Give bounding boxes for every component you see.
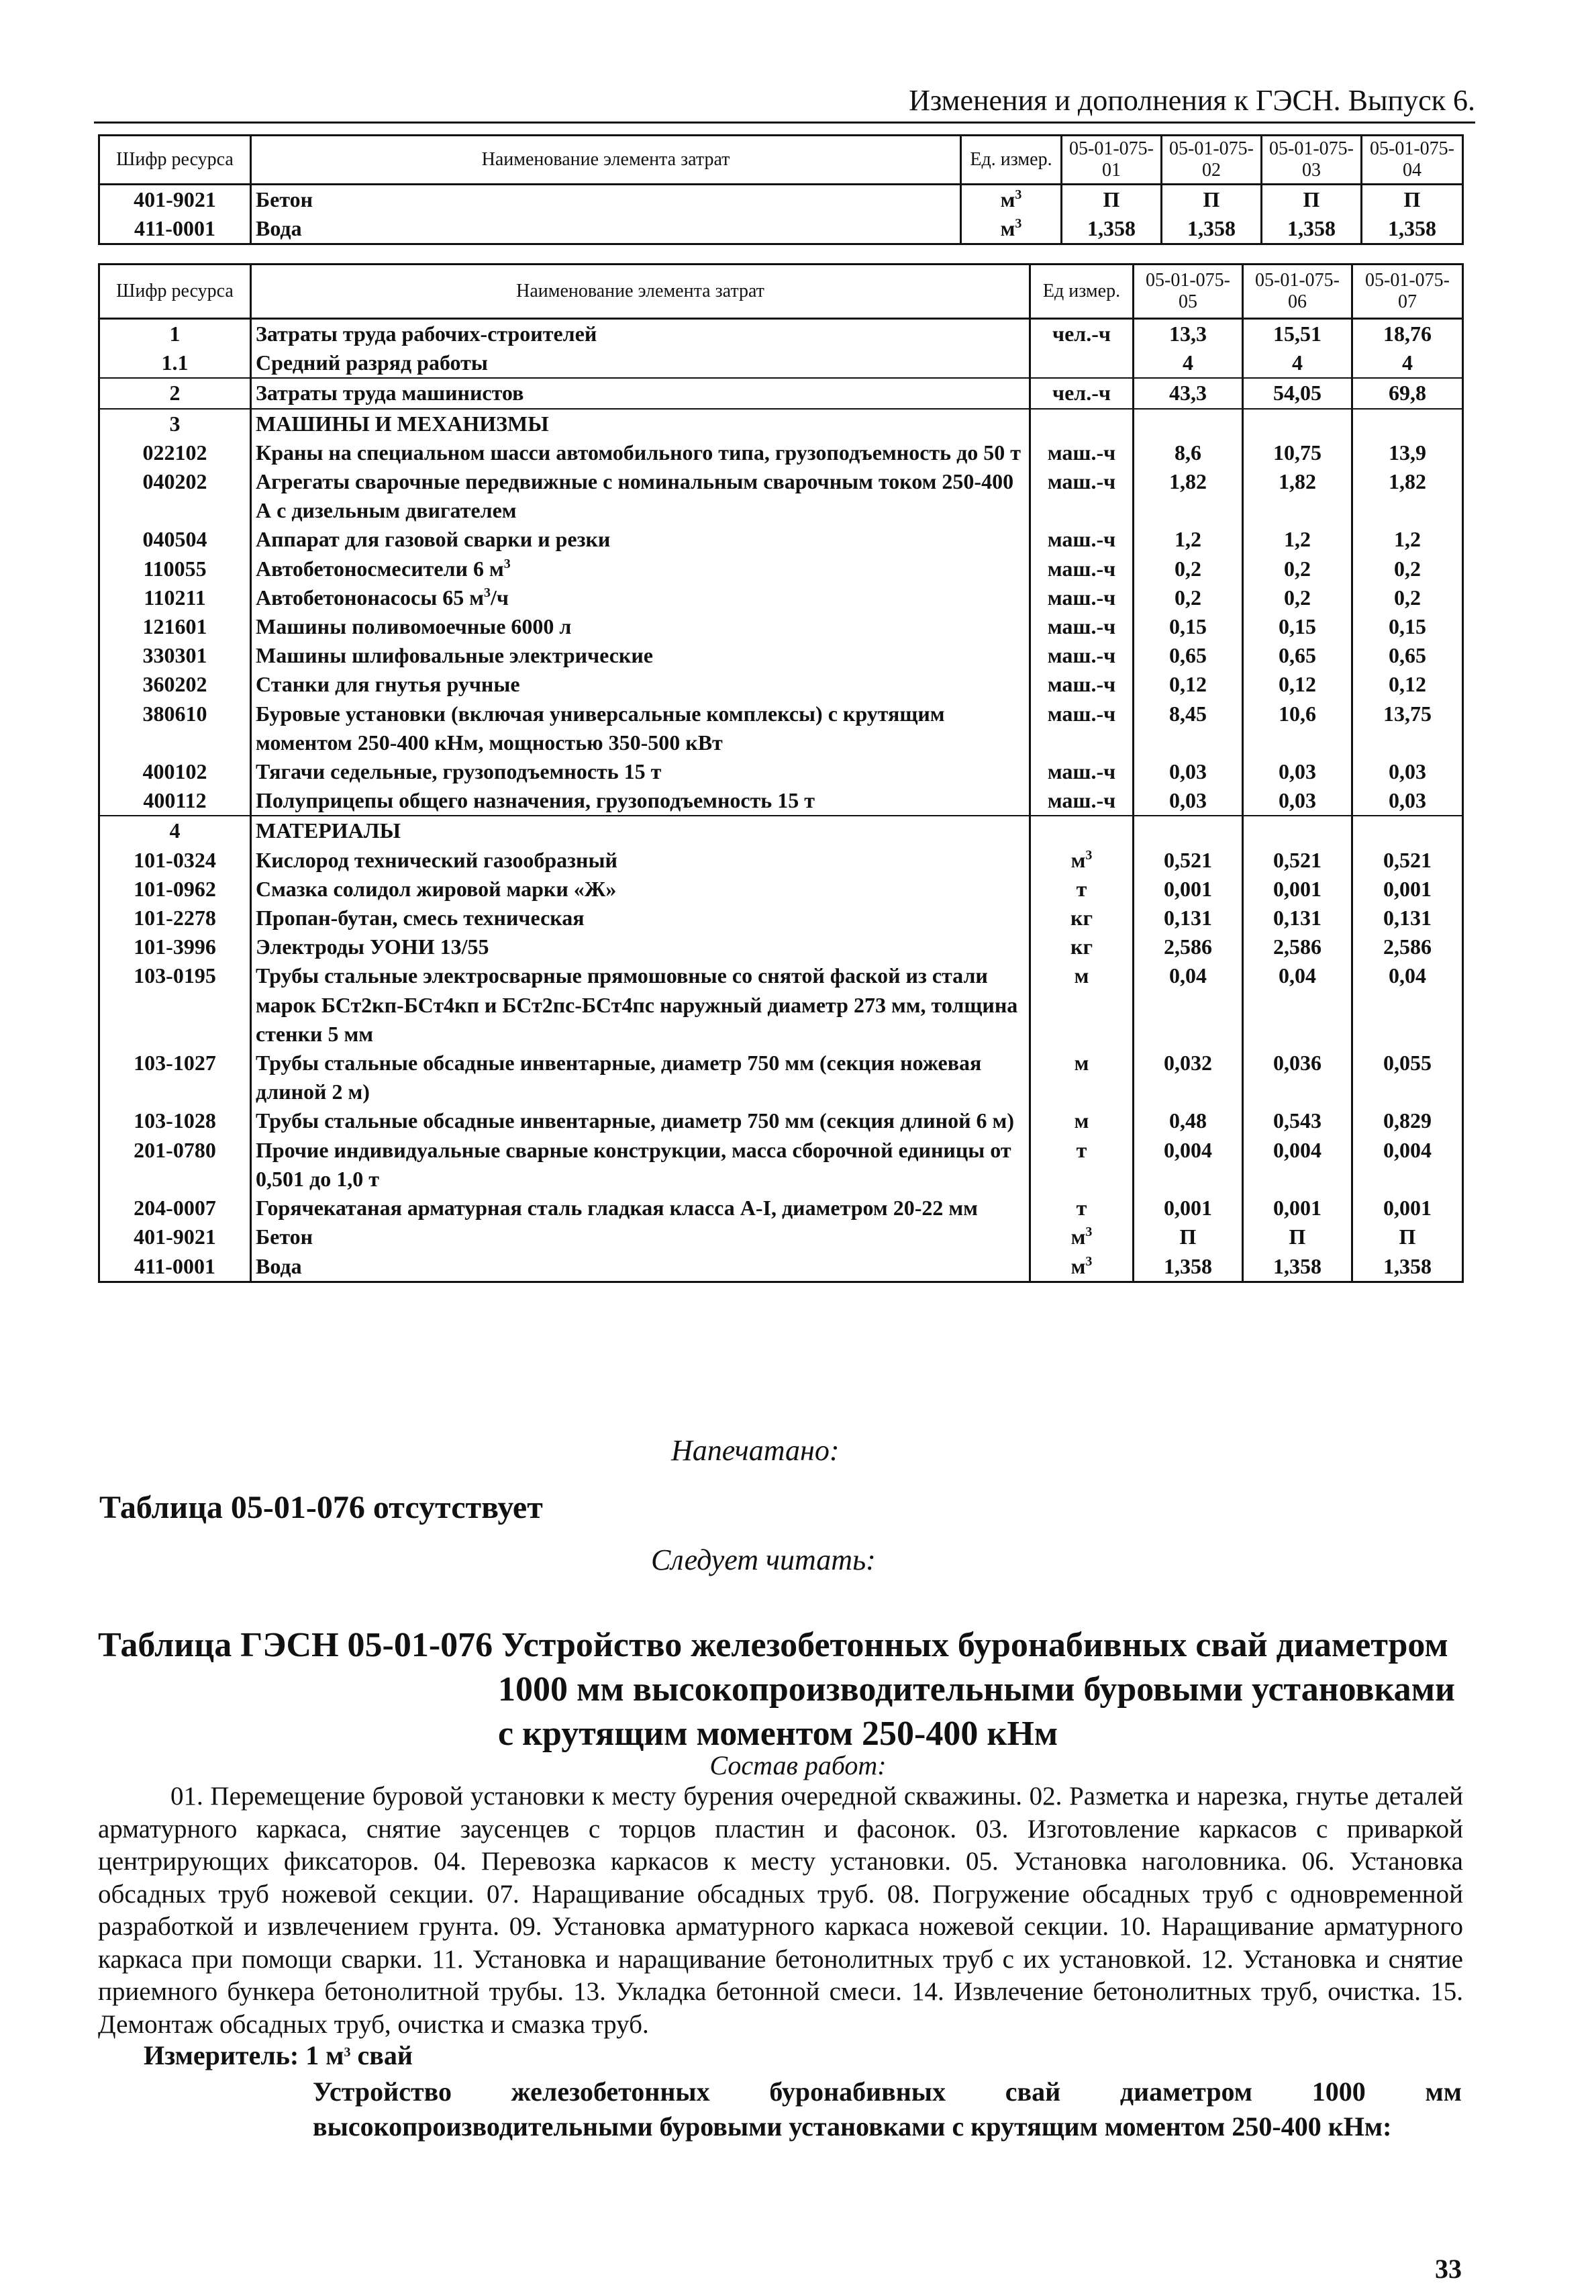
resource-unit: [1030, 409, 1134, 438]
table-row: [99, 846, 1463, 875]
table-row: [99, 467, 1463, 525]
norm-value: 0,004: [1134, 1136, 1243, 1194]
col-header-norm: 05-01-075-01: [1062, 136, 1162, 185]
norm-value: 8,6: [1134, 438, 1243, 467]
norm-value: 1,358: [1243, 1252, 1352, 1282]
resource-name: Трубы стальные обсадные инвентарные, диаметр 750 мм (секция длиной 6 м): [251, 1106, 1030, 1135]
resource-code: 022102: [99, 438, 251, 467]
norm-value: 10,6: [1243, 700, 1352, 757]
norm-value: П: [1352, 1223, 1463, 1251]
norm-value: 0,131: [1352, 904, 1463, 932]
norm-value: 1,2: [1243, 525, 1352, 554]
norm-value: 0,001: [1134, 1194, 1243, 1223]
table-row: [99, 1194, 1463, 1223]
table-row: [99, 816, 1463, 845]
norm-value: 0,004: [1243, 1136, 1352, 1194]
resource-code: 040504: [99, 525, 251, 554]
resource-code: 101-2278: [99, 904, 251, 932]
norm-value: 2,586: [1134, 932, 1243, 961]
col-header-norm: 05-01-075-04: [1362, 136, 1463, 185]
resource-name: Затраты труда машинистов: [251, 378, 1030, 408]
resource-code: 360202: [99, 670, 251, 699]
resource-unit: маш.-ч: [1030, 555, 1134, 583]
resource-unit: чел.-ч: [1030, 378, 1134, 408]
norm-value: 0,521: [1243, 846, 1352, 875]
resource-unit: м: [1030, 1106, 1134, 1135]
resource-name: Пропан-бутан, смесь техническая: [251, 904, 1030, 932]
norm-value: 0,2: [1352, 583, 1463, 612]
resource-name: Горячекатаная арматурная сталь гладкая класса А-I, диаметром 20-22 мм: [251, 1194, 1030, 1223]
table-row: [99, 1049, 1463, 1106]
resource-code: 204-0007: [99, 1194, 251, 1223]
norm-value: 0,04: [1352, 961, 1463, 1049]
resource-code: 201-0780: [99, 1136, 251, 1194]
norm-value: 0,521: [1352, 846, 1463, 875]
resource-name: Трубы стальные электросварные прямошовные со снятой фаской из стали марок БСт2кп-БСт4кп и БСт2пс-БСт4пс наружный диаметр 273 мм, толщина стенки 5 мм: [251, 961, 1030, 1049]
resource-code: 411-0001: [99, 214, 251, 244]
norm-value: 0,001: [1352, 875, 1463, 904]
norm-value: 0,12: [1134, 670, 1243, 699]
norm-value: 0,032: [1134, 1049, 1243, 1106]
table-title-rest: 1000 мм высокопроизводительными буровыми установками с крутящим моментом 250-400 кНм: [498, 1670, 1456, 1753]
norm-value: 0,04: [1243, 961, 1352, 1049]
table-row: [99, 348, 1463, 378]
norm-value: 1,358: [1352, 1252, 1463, 1282]
resource-unit: $м^3$: [1030, 1223, 1134, 1251]
table-row: [99, 378, 1463, 408]
norm-value: 0,65: [1352, 641, 1463, 670]
works-description: 01. Перемещение буровой установки к месту бурения очередной скважины. 02. Разметка и нарезка, гнутье деталей арматурного каркаса, снятие заусенцев с торцов пластин и фасонок. 03. Изготовление каркасов с приваркой центрирующих фиксаторов. 04. Перевозка каркасов к месту установки. 05. Установка наголовника. 06. Установка обсадных труб ножевой секции. 07. Наращивание обсадных труб. 08. Погружение обсадных труб с одновременной разработкой и извлечением грунта. 09. Установка арматурного каркаса ножевой секции. 10. Наращивание арматурного каркаса при помощи сварки. 11. Установка и наращивание бетонолитных труб с их установкой. 12. Установка и снятие приемного бункера бетонолитной трубы. 13. Укладка бетонной смеси. 14. Извлечение бетонолитных труб, очистка. 15. Демонтаж обсадных труб, очистка и смазка труб.: [98, 1782, 1463, 2039]
resource-name: Вода: [251, 214, 961, 244]
resource-name: Вода: [251, 1252, 1030, 1282]
norm-value: П: [1162, 185, 1262, 215]
resource-name: Автобетононасосы 65 $м^3/ч$: [251, 583, 1030, 612]
col-header-unit: Ед. измер.: [961, 136, 1062, 185]
resource-code: 411-0001: [99, 1252, 251, 1282]
resource-unit: т: [1030, 1136, 1134, 1194]
table-row: [99, 185, 1463, 215]
norm-value: 0,15: [1243, 612, 1352, 641]
norm-value: 0,03: [1134, 786, 1243, 816]
norm-value: 0,03: [1134, 757, 1243, 786]
table-header-row: [99, 136, 1463, 185]
norm-value: 0,001: [1243, 1194, 1352, 1223]
resource-code: 101-0324: [99, 846, 251, 875]
table-row: [99, 1136, 1463, 1194]
norm-value: 54,05: [1243, 378, 1352, 408]
resource-code: 040202: [99, 467, 251, 525]
resource-code: 2: [99, 378, 251, 408]
col-header-code: Шифр ресурса: [99, 265, 251, 319]
table-row: [99, 1106, 1463, 1135]
norm-value: 8,45: [1134, 700, 1243, 757]
norm-value: 4: [1352, 348, 1463, 378]
resource-code: 103-0195: [99, 961, 251, 1049]
norm-value: 1,82: [1352, 467, 1463, 525]
norm-value: [1243, 409, 1352, 438]
table-row: [99, 319, 1463, 349]
table-row: [99, 670, 1463, 699]
norm-value: 13,9: [1352, 438, 1463, 467]
norm-value: 0,65: [1243, 641, 1352, 670]
resource-unit: т: [1030, 1194, 1134, 1223]
norm-value: 0,03: [1352, 757, 1463, 786]
norm-value: 0,12: [1352, 670, 1463, 699]
resource-unit: маш.-ч: [1030, 786, 1134, 816]
table-row: [99, 555, 1463, 583]
resource-unit: $м^3$: [961, 185, 1062, 215]
norm-value: 4: [1243, 348, 1352, 378]
norm-value: [1352, 409, 1463, 438]
norm-value: 0,2: [1243, 583, 1352, 612]
should-read-label: Следует читать:: [651, 1543, 876, 1576]
resource-name: МАТЕРИАЛЫ: [251, 816, 1030, 845]
norm-value: П: [1062, 185, 1162, 215]
resource-code: 400112: [99, 786, 251, 816]
resource-unit: [1030, 816, 1134, 845]
norm-value: 43,3: [1134, 378, 1243, 408]
col-header-norm: 05-01-075-06: [1243, 265, 1352, 319]
norm-value: 0,004: [1352, 1136, 1463, 1194]
resource-name: Смазка солидол жировой марки «Ж»: [251, 875, 1030, 904]
resource-name: Бетон: [251, 185, 961, 215]
resource-unit: $м^3$: [1030, 1252, 1134, 1282]
table-row: [99, 641, 1463, 670]
table-row: [99, 786, 1463, 816]
norm-value: 1,358: [1134, 1252, 1243, 1282]
norm-value: 0,036: [1243, 1049, 1352, 1106]
resource-code: 103-1027: [99, 1049, 251, 1106]
resource-code: 4: [99, 816, 251, 845]
printed-label: Напечатано:: [671, 1434, 840, 1467]
table-absent-note: Таблица 05-01-076 отсутствует: [99, 1490, 543, 1525]
norm-value: 0,03: [1243, 786, 1352, 816]
norm-value: 0,15: [1352, 612, 1463, 641]
norm-value: 0,001: [1134, 875, 1243, 904]
running-header: Изменения и дополнения к ГЭСН. Выпуск 6.: [94, 83, 1475, 124]
norm-value: 0,131: [1243, 904, 1352, 932]
resource-unit: маш.-ч: [1030, 757, 1134, 786]
norm-value: 0,521: [1134, 846, 1243, 875]
resource-unit: чел.-ч: [1030, 319, 1134, 349]
resource-code: 110211: [99, 583, 251, 612]
resource-table-075-01-04: [98, 134, 1464, 245]
resource-unit: $м^3$: [1030, 846, 1134, 875]
table-row: [99, 1252, 1463, 1282]
resource-unit: т: [1030, 875, 1134, 904]
norm-value: 0,001: [1243, 875, 1352, 904]
resource-name: Бетон: [251, 1223, 1030, 1251]
resource-unit: маш.-ч: [1030, 525, 1134, 554]
norm-value: 1,358: [1362, 214, 1463, 244]
col-header-norm: 05-01-075-07: [1352, 265, 1463, 319]
resource-code: 121601: [99, 612, 251, 641]
resource-name: Автобетоносмесители 6 $м^3$: [251, 555, 1030, 583]
norm-value: 13,75: [1352, 700, 1463, 757]
norm-value: 0,2: [1134, 555, 1243, 583]
col-header-name: Наименование элемента затрат: [251, 136, 961, 185]
resource-unit: маш.-ч: [1030, 670, 1134, 699]
norm-value: 1,2: [1352, 525, 1463, 554]
norm-value: 0,2: [1134, 583, 1243, 612]
table-row: [99, 961, 1463, 1049]
resource-code: 400102: [99, 757, 251, 786]
table-row: [99, 214, 1463, 244]
resource-name: Затраты труда рабочих-строителей: [251, 319, 1030, 349]
measure-value: 1 $м^3$ свай: [305, 2040, 413, 2070]
resource-code: 1: [99, 319, 251, 349]
table-row: [99, 700, 1463, 757]
norm-value: 0,2: [1352, 555, 1463, 583]
table-row: [99, 757, 1463, 786]
resource-name: Машины поливомоечные 6000 л: [251, 612, 1030, 641]
table-row: [99, 525, 1463, 554]
col-header-norm: 05-01-075-03: [1262, 136, 1362, 185]
norm-value: П: [1262, 185, 1362, 215]
resource-unit: $м^3$: [961, 214, 1062, 244]
resource-unit: маш.-ч: [1030, 583, 1134, 612]
resource-code: 330301: [99, 641, 251, 670]
norm-value: 1,2: [1134, 525, 1243, 554]
resource-code: 401-9021: [99, 185, 251, 215]
resource-unit: кг: [1030, 904, 1134, 932]
norm-value: [1352, 816, 1463, 845]
resource-unit: маш.-ч: [1030, 641, 1134, 670]
table-title: [98, 1623, 1463, 1756]
resource-name: Тягачи седельные, грузоподъемность 15 т: [251, 757, 1030, 786]
norm-value: П: [1134, 1223, 1243, 1251]
norm-value: 0,15: [1134, 612, 1243, 641]
col-header-norm: 05-01-075-02: [1162, 136, 1262, 185]
table-row: [99, 875, 1463, 904]
resource-code: 101-3996: [99, 932, 251, 961]
resource-name: Кислород технический газообразный: [251, 846, 1030, 875]
table-row: [99, 612, 1463, 641]
norm-value: 10,75: [1243, 438, 1352, 467]
col-header-norm: 05-01-075-05: [1134, 265, 1243, 319]
resource-name: Агрегаты сварочные передвижные с номинальным сварочным током 250-400 А с дизельным двигателем: [251, 467, 1030, 525]
table-row: [99, 932, 1463, 961]
table-row: [99, 409, 1463, 438]
resource-name: Аппарат для газовой сварки и резки: [251, 525, 1030, 554]
norm-value: 1,358: [1062, 214, 1162, 244]
norm-value: 69,8: [1352, 378, 1463, 408]
resource-code: 103-1028: [99, 1106, 251, 1135]
table-title-line1: Таблица ГЭСН 05-01-076 Устройство железобетонных буронабивных свай диаметром: [98, 1626, 1448, 1664]
norm-value: П: [1243, 1223, 1352, 1251]
norm-value: 0,131: [1134, 904, 1243, 932]
norm-value: 0,2: [1243, 555, 1352, 583]
resource-name: Буровые установки (включая универсальные комплексы) с крутящим моментом 250-400 кНм, мощностью 350-500 кВт: [251, 700, 1030, 757]
resource-unit: маш.-ч: [1030, 700, 1134, 757]
resource-name: Прочие индивидуальные сварные конструкции, масса сборочной единицы от 0,501 до 1,0 т: [251, 1136, 1030, 1194]
resource-unit: маш.-ч: [1030, 612, 1134, 641]
norm-value: 1,82: [1134, 467, 1243, 525]
norm-value: П: [1362, 185, 1463, 215]
resource-code: 401-9021: [99, 1223, 251, 1251]
resource-name: Полуприцепы общего назначения, грузоподъемность 15 т: [251, 786, 1030, 816]
norm-value: 0,65: [1134, 641, 1243, 670]
measure-line: [144, 2040, 413, 2071]
resource-name: Электроды УОНИ 13/55: [251, 932, 1030, 961]
norm-value: 0,543: [1243, 1106, 1352, 1135]
resource-unit: [1030, 348, 1134, 378]
resource-code: 101-0962: [99, 875, 251, 904]
col-header-code: Шифр ресурса: [99, 136, 251, 185]
resource-unit: кг: [1030, 932, 1134, 961]
norm-value: 1,82: [1243, 467, 1352, 525]
norm-value: [1243, 816, 1352, 845]
resource-code: 380610: [99, 700, 251, 757]
norm-value: 18,76: [1352, 319, 1463, 349]
norm-value: 4: [1134, 348, 1243, 378]
norm-value: [1134, 409, 1243, 438]
resource-unit: маш.-ч: [1030, 467, 1134, 525]
norm-value: 1,358: [1162, 214, 1262, 244]
norm-value: 0,48: [1134, 1106, 1243, 1135]
norm-value: 0,829: [1352, 1106, 1463, 1135]
norm-value: 2,586: [1352, 932, 1463, 961]
norm-value: 13,3: [1134, 319, 1243, 349]
table-header-row: [99, 265, 1463, 319]
resource-name: МАШИНЫ И МЕХАНИЗМЫ: [251, 409, 1030, 438]
table-row: [99, 904, 1463, 932]
resource-code: 3: [99, 409, 251, 438]
norm-value: 0,03: [1352, 786, 1463, 816]
table-row: [99, 438, 1463, 467]
resource-unit: м: [1030, 961, 1134, 1049]
resource-name: Трубы стальные обсадные инвентарные, диаметр 750 мм (секция ножевая длиной 2 м): [251, 1049, 1030, 1106]
norm-value: 2,586: [1243, 932, 1352, 961]
resource-code: 1.1: [99, 348, 251, 378]
resource-name: Машины шлифовальные электрические: [251, 641, 1030, 670]
norm-value: 0,12: [1243, 670, 1352, 699]
norm-value: [1134, 816, 1243, 845]
resource-name: Краны на специальном шасси автомобильного типа, грузоподъемность до 50 т: [251, 438, 1030, 467]
norm-value: 0,055: [1352, 1049, 1463, 1106]
norm-value: 1,358: [1262, 214, 1362, 244]
resource-unit: м: [1030, 1049, 1134, 1106]
table-row: [99, 583, 1463, 612]
resource-name: Станки для гнутья ручные: [251, 670, 1030, 699]
norm-subtitle: Устройство железобетонных буронабивных свай диаметром 1000 мм высокопроизводительными буровыми установками с крутящим моментом 250-400 кНм:: [313, 2076, 1462, 2142]
resource-table-075-05-07: [98, 263, 1464, 1283]
col-header-name: Наименование элемента затрат: [251, 265, 1030, 319]
norm-value: 0,04: [1134, 961, 1243, 1049]
works-label: Состав работ:: [709, 1750, 887, 1780]
resource-name: Средний разряд работы: [251, 348, 1030, 378]
norm-value: 0,03: [1243, 757, 1352, 786]
table-row: [99, 1223, 1463, 1251]
resource-unit: маш.-ч: [1030, 438, 1134, 467]
page-number: 33: [1435, 2254, 1462, 2284]
norm-value: 15,51: [1243, 319, 1352, 349]
col-header-unit: Ед измер.: [1030, 265, 1134, 319]
norm-value: 0,001: [1352, 1194, 1463, 1223]
measure-label: Измеритель:: [144, 2040, 299, 2070]
resource-code: 110055: [99, 555, 251, 583]
